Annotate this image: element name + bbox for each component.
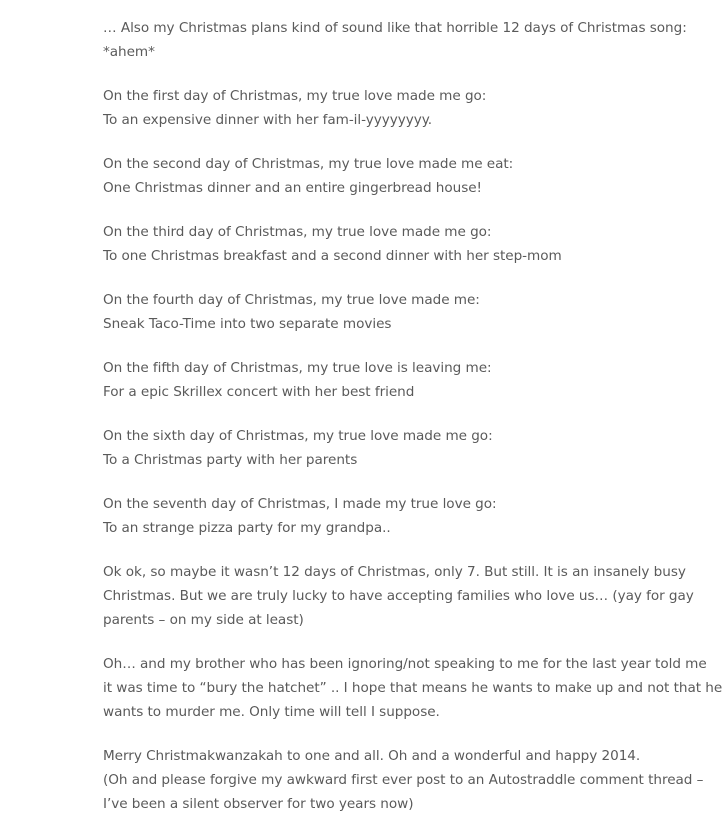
comment-line: (Oh and please forgive my awkward first ever post to an Autostraddle comment thread – xyxy=(103,772,704,788)
comment-line: To one Christmas breakfast and a second dinner with her step-mom xyxy=(103,248,562,264)
comment-paragraph xyxy=(103,152,715,200)
comment-line: Sneak Taco-Time into two separate movies xyxy=(103,316,392,332)
comment-line: On the fifth day of Christmas, my true love is leaving me: xyxy=(103,360,492,376)
comment-line: To a Christmas party with her parents xyxy=(103,452,358,468)
comment-paragraph xyxy=(103,652,722,724)
comment-line: On the third day of Christmas, my true love made me go: xyxy=(103,224,492,240)
comment-paragraph xyxy=(103,424,715,472)
comment-line: Ok ok, so maybe it wasn’t 12 days of Christmas, only 7. But still. It is an insanely busy xyxy=(103,564,686,580)
comment-line: parents – on my side at least) xyxy=(103,612,304,628)
comment-paragraph xyxy=(103,492,715,540)
comment-body xyxy=(103,16,722,836)
comment-line: On the sixth day of Christmas, my true love made me go: xyxy=(103,428,493,444)
comment-line: On the second day of Christmas, my true love made me eat: xyxy=(103,156,514,172)
comment-line: For a epic Skrillex concert with her best friend xyxy=(103,384,415,400)
comment-line: … Also my Christmas plans kind of sound like that horrible 12 days of Christmas song: xyxy=(103,20,687,36)
comment-line: Oh… and my brother who has been ignoring/not speaking to me for the last year told me xyxy=(103,656,707,672)
comment-paragraph xyxy=(103,744,715,816)
comment-line: On the seventh day of Christmas, I made my true love go: xyxy=(103,496,497,512)
comment-line: I’ve been a silent observer for two years now) xyxy=(103,796,414,812)
comment-line: On the first day of Christmas, my true love made me go: xyxy=(103,88,487,104)
comment-paragraph xyxy=(103,288,715,336)
comment-paragraph xyxy=(103,220,715,268)
comment-line: One Christmas dinner and an entire gingerbread house! xyxy=(103,180,482,196)
comment-paragraph xyxy=(103,356,715,404)
comment-line: To an strange pizza party for my grandpa.. xyxy=(103,520,391,536)
comment-paragraph xyxy=(103,84,715,132)
comment-line: it was time to “bury the hatchet” .. I hope that means he wants to make up and not that he xyxy=(103,680,722,696)
comment-line: To an expensive dinner with her fam-il-yyyyyyyy. xyxy=(103,112,433,128)
comment-line: On the fourth day of Christmas, my true love made me: xyxy=(103,292,480,308)
comment-line: wants to murder me. Only time will tell I suppose. xyxy=(103,704,440,720)
comment-line: Christmas. But we are truly lucky to have accepting families who love us… (yay for gay xyxy=(103,588,694,604)
comment-paragraph xyxy=(103,16,715,64)
comment-line: *ahem* xyxy=(103,44,155,60)
comment-paragraph xyxy=(103,560,715,632)
comment-line: Merry Christmakwanzakah to one and all. Oh and a wonderful and happy 2014. xyxy=(103,748,641,764)
